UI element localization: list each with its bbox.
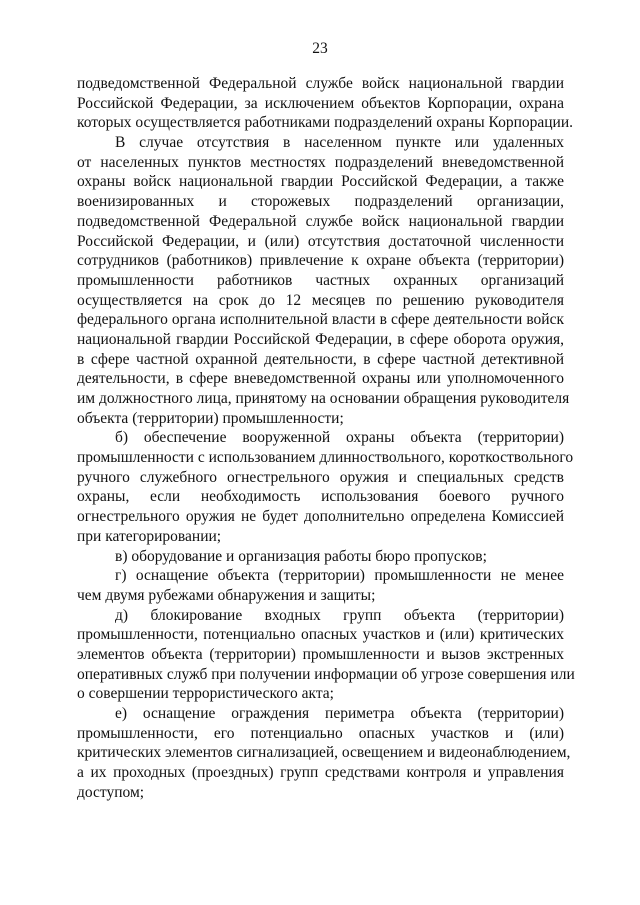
text-line: в сфере частной охранной деятельности, в сфере частной детективной xyxy=(77,350,564,368)
text-line: подведомственной Федеральной службе войск национальной гвардии xyxy=(77,75,564,92)
paragraph xyxy=(77,704,571,802)
text-line: военизированных и сторожевых подразделений организации, xyxy=(77,193,564,211)
text-line: доступом; xyxy=(77,783,145,801)
paragraph xyxy=(77,547,564,567)
text-line: Российской Федерации, за исключением объектов Корпорации, охрана xyxy=(77,94,564,112)
paragraph xyxy=(77,606,575,704)
text-line: им должностного лица, принятому на основании обращения руководителя xyxy=(77,390,570,407)
text-line: федерального органа исполнительной власти в сфере деятельности войск xyxy=(77,311,564,329)
page-number: 23 xyxy=(312,40,328,57)
text-line: оперативных служб при получении информации об угрозе совершения или xyxy=(77,665,575,683)
paragraph xyxy=(77,428,574,546)
text-line: от населенных пунктов местностях подразделений вневедомственной xyxy=(77,153,564,171)
text-line: промышленности работников частных охранных организаций xyxy=(77,271,564,289)
text-line: которых осуществляется работниками подразделений охраны Корпорации. xyxy=(77,114,574,132)
paragraph xyxy=(77,74,574,133)
text-line: при категорировании; xyxy=(77,527,222,545)
text-line: охраны войск национальной гвардии Российской Федерации, а также xyxy=(77,173,564,191)
text-line: осуществляется на срок до 12 месяцев по решению руководителя xyxy=(77,291,564,309)
text-line: б) обеспечение вооруженной охраны объекта (территории) xyxy=(115,429,564,447)
text-line: промышленности, потенциально опасных участков и (или) критических xyxy=(77,626,564,644)
text-line: В случае отсутствия в населенном пункте или удаленных xyxy=(115,134,564,152)
text-line: в) оборудование и организация работы бюро пропусков; xyxy=(115,547,487,565)
text-line: критических элементов сигнализацией, освещением и видеонаблюдением, xyxy=(77,744,571,762)
text-line: элементов объекта (территории) промышленности и вызов экстренных xyxy=(77,645,564,663)
text-line: а их проходных (проездных) групп средствами контроля и управления xyxy=(77,764,564,782)
text-line: д) блокирование входных групп объекта (территории) xyxy=(115,606,564,624)
text-line: о совершении террористического акта; xyxy=(77,685,334,703)
text-line: сотрудников (работников) привлечение к охране объекта (территории) xyxy=(77,252,564,270)
text-line: подведомственной Федеральной службе войск национальной гвардии xyxy=(77,212,564,230)
paragraph xyxy=(77,566,564,605)
document-body xyxy=(77,74,575,802)
text-line: огнестрельного оружия не будет дополнительно определена Комиссией xyxy=(77,508,564,526)
text-line: Российской Федерации, и (или) отсутствия достаточной численности xyxy=(77,232,564,250)
text-line: охраны, если необходимость использования боевого ручного xyxy=(77,488,564,506)
text-line: деятельности, в сфере вневедомственной охраны или уполномоченного xyxy=(77,370,564,388)
text-line: чем двумя рубежами обнаружения и защиты; xyxy=(77,586,376,604)
text-line: промышленности с использованием длинноствольного, короткоствольного xyxy=(77,449,574,467)
text-line: объекта (территории) промышленности; xyxy=(77,409,344,427)
text-line: ручного служебного огнестрельного оружия и специальных средств xyxy=(77,468,564,486)
paragraph xyxy=(77,133,570,428)
text-line: е) оснащение ограждения периметра объекта (территории) xyxy=(115,705,564,722)
text-line: г) оснащение объекта (территории) промышленности не менее xyxy=(115,567,564,585)
text-line: промышленности, его потенциально опасных участков и (или) xyxy=(77,724,564,742)
text-line: национальной гвардии Российской Федерации, в сфере оборота оружия, xyxy=(77,330,564,348)
